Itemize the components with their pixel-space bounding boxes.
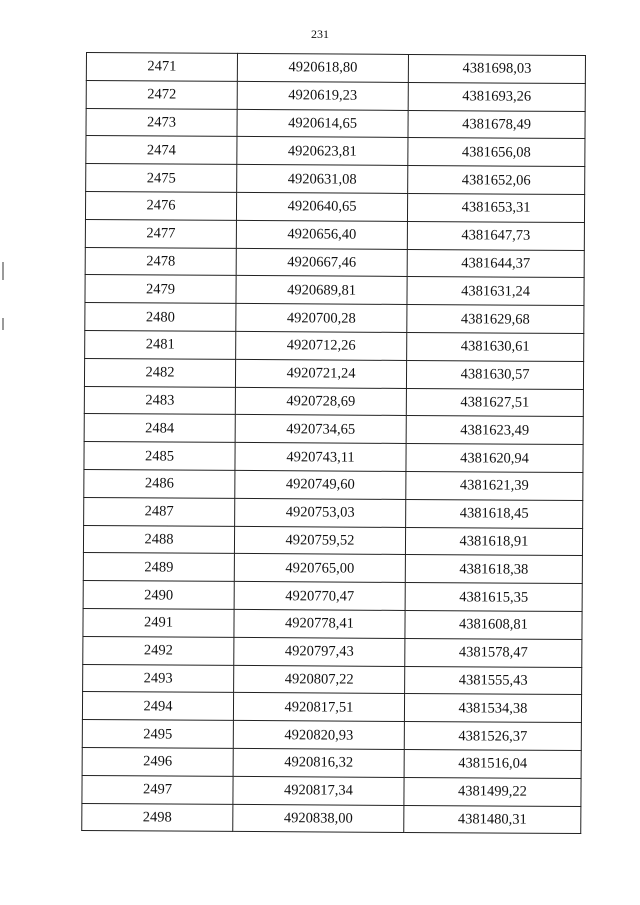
point-number-cell: 2471 [86,53,237,82]
point-number-cell: 2493 [83,664,234,693]
x-coordinate-cell: 4920770,47 [234,582,405,611]
point-number-cell: 2491 [83,608,234,637]
table-row [85,330,584,361]
x-coordinate-cell: 4920817,34 [233,776,404,805]
table-row [82,692,581,723]
table-row [82,720,581,751]
point-number-cell: 2480 [85,303,236,332]
y-coordinate-cell: 4381618,91 [405,527,582,556]
x-coordinate-cell: 4920778,41 [234,609,405,638]
table-row [85,303,584,334]
y-coordinate-cell: 4381621,39 [406,471,583,500]
point-number-cell: 2479 [85,275,236,304]
y-coordinate-cell: 4381555,43 [405,666,582,695]
table-row [83,636,582,667]
scan-edge-mark [2,318,4,330]
y-coordinate-cell: 4381678,49 [408,110,585,139]
table-row [86,108,585,139]
y-coordinate-cell: 4381630,61 [407,332,584,361]
x-coordinate-cell: 4920618,80 [237,53,408,82]
y-coordinate-cell: 4381623,49 [406,416,583,445]
y-coordinate-cell: 4381615,35 [405,583,582,612]
point-number-cell: 2487 [84,497,235,526]
point-number-cell: 2477 [85,219,236,248]
x-coordinate-cell: 4920753,03 [235,498,406,527]
point-number-cell: 2496 [82,747,233,776]
x-coordinate-cell: 4920759,52 [234,526,405,555]
y-coordinate-cell: 4381618,38 [405,555,582,584]
table-row [83,664,582,695]
x-coordinate-cell: 4920743,11 [235,443,406,472]
table-row [84,469,583,500]
table-row [84,497,583,528]
x-coordinate-cell: 4920667,46 [236,248,407,277]
y-coordinate-cell: 4381578,47 [405,638,582,667]
point-number-cell: 2483 [84,386,235,415]
y-coordinate-cell: 4381647,73 [407,221,584,250]
y-coordinate-cell: 4381480,31 [404,805,581,834]
x-coordinate-cell: 4920816,32 [233,748,404,777]
point-number-cell: 2492 [83,636,234,665]
x-coordinate-cell: 4920619,23 [237,81,408,110]
point-number-cell: 2495 [82,720,233,749]
x-coordinate-cell: 4920807,22 [234,665,405,694]
point-number-cell: 2474 [86,136,237,165]
x-coordinate-cell: 4920797,43 [234,637,405,666]
table-row [86,80,585,111]
table-row [85,219,584,250]
x-coordinate-cell: 4920721,24 [235,359,406,388]
scan-edge-mark [2,262,4,280]
table-row [83,525,582,556]
x-coordinate-cell: 4920817,51 [233,693,404,722]
y-coordinate-cell: 4381608,81 [405,610,582,639]
x-coordinate-cell: 4920712,26 [236,331,407,360]
point-number-cell: 2473 [86,108,237,137]
y-coordinate-cell: 4381652,06 [408,166,585,195]
point-number-cell: 2486 [84,469,235,498]
x-coordinate-cell: 4920631,08 [237,165,408,194]
point-number-cell: 2485 [84,442,235,471]
x-coordinate-cell: 4920640,65 [236,192,407,221]
point-number-cell: 2484 [84,414,235,443]
point-number-cell: 2472 [86,80,237,109]
y-coordinate-cell: 4381656,08 [408,138,585,167]
y-coordinate-cell: 4381631,24 [407,277,584,306]
table-row [82,747,581,778]
table-row [85,191,584,222]
x-coordinate-cell: 4920820,93 [233,721,404,750]
table-row [85,275,584,306]
x-coordinate-cell: 4920623,81 [237,137,408,166]
point-number-cell: 2478 [85,247,236,276]
x-coordinate-cell: 4920689,81 [236,276,407,305]
table-row [82,775,581,806]
y-coordinate-cell: 4381526,37 [404,722,581,751]
point-number-cell: 2482 [84,358,235,387]
page-number: 231 [311,27,329,41]
table-row [84,358,583,389]
y-coordinate-cell: 4381499,22 [404,777,581,806]
x-coordinate-cell: 4920838,00 [233,804,404,833]
y-coordinate-cell: 4381516,04 [404,749,581,778]
y-coordinate-cell: 4381653,31 [407,193,584,222]
x-coordinate-cell: 4920700,28 [236,304,407,333]
table-row [84,442,583,473]
point-number-cell: 2490 [83,581,234,610]
table-row [85,247,584,278]
y-coordinate-cell: 4381644,37 [407,249,584,278]
coordinates-table [81,52,586,834]
y-coordinate-cell: 4381534,38 [404,694,581,723]
y-coordinate-cell: 4381627,51 [406,388,583,417]
table-row [83,553,582,584]
point-number-cell: 2475 [86,164,237,193]
table-row [86,53,585,84]
x-coordinate-cell: 4920614,65 [237,109,408,138]
table-row [84,386,583,417]
table-row [84,414,583,445]
x-coordinate-cell: 4920765,00 [234,554,405,583]
x-coordinate-cell: 4920734,65 [235,415,406,444]
table-row [86,136,585,167]
x-coordinate-cell: 4920749,60 [235,470,406,499]
point-number-cell: 2497 [82,775,233,804]
table-row [83,608,582,639]
point-number-cell: 2489 [83,553,234,582]
x-coordinate-cell: 4920656,40 [236,220,407,249]
y-coordinate-cell: 4381620,94 [406,444,583,473]
table-row [83,581,582,612]
y-coordinate-cell: 4381698,03 [408,54,585,83]
point-number-cell: 2498 [82,803,233,832]
y-coordinate-cell: 4381629,68 [407,305,584,334]
y-coordinate-cell: 4381618,45 [406,499,583,528]
table-row [82,803,581,834]
y-coordinate-cell: 4381693,26 [408,82,585,111]
point-number-cell: 2494 [82,692,233,721]
point-number-cell: 2488 [83,525,234,554]
point-number-cell: 2481 [85,330,236,359]
table-row [86,164,585,195]
x-coordinate-cell: 4920728,69 [235,387,406,416]
point-number-cell: 2476 [85,191,236,220]
y-coordinate-cell: 4381630,57 [406,360,583,389]
